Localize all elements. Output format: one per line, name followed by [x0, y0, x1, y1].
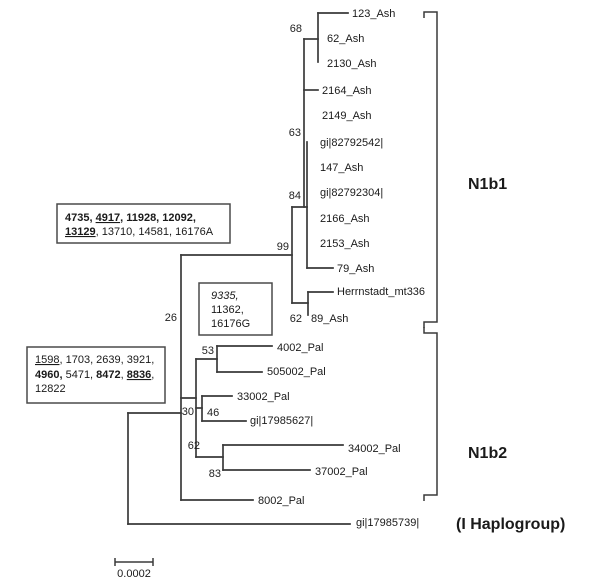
- clade-bracket: [424, 327, 437, 501]
- mutation-box-text: 12822: [35, 383, 66, 395]
- taxon-label: 37002_Pal: [315, 466, 368, 478]
- taxon-label: 62_Ash: [327, 33, 365, 45]
- clade-label: N1b1: [468, 176, 508, 193]
- taxon-label: 79_Ash: [337, 263, 375, 275]
- taxon-label: gi|82792542|: [320, 137, 384, 149]
- bootstrap-value: 68: [289, 23, 302, 35]
- bootstrap-value: 30: [181, 406, 194, 418]
- mutation-box-text: 1598, 1703, 2639, 3921,: [35, 354, 155, 366]
- taxon-label: 2130_Ash: [327, 58, 377, 70]
- taxon-label: 33002_Pal: [237, 391, 290, 403]
- taxon-label: 123_Ash: [352, 8, 396, 20]
- taxon-label: 2166_Ash: [320, 213, 370, 225]
- bootstrap-value: 99: [276, 241, 289, 253]
- bootstrap-value: 26: [164, 312, 177, 324]
- taxon-label: gi|82792304|: [320, 187, 384, 199]
- taxon-label: 2153_Ash: [320, 238, 370, 250]
- mutation-box-text: 13129, 13710, 14581, 16176A: [65, 226, 214, 238]
- bootstrap-value: 62: [289, 313, 302, 325]
- mutation-box-text: 9335,: [211, 290, 239, 302]
- clade-label: N1b2: [468, 445, 508, 462]
- taxon-label: 4002_Pal: [277, 342, 324, 354]
- group-label: (I Haplogroup): [456, 516, 566, 533]
- taxon-label: 89_Ash: [311, 313, 349, 325]
- bootstrap-value: 63: [288, 127, 301, 139]
- taxon-label: 505002_Pal: [267, 366, 326, 378]
- taxon-label: 2164_Ash: [322, 85, 372, 97]
- taxon-label: 2149_Ash: [322, 110, 372, 122]
- bootstrap-value: 46: [207, 407, 220, 419]
- taxon-label: 8002_Pal: [258, 495, 305, 507]
- taxon-label: gi|17985739|: [356, 517, 420, 529]
- mutation-box-text: 4735, 4917, 11928, 12092,: [65, 212, 196, 224]
- mutation-box-text: 16176G: [211, 318, 251, 330]
- bootstrap-value: 62: [187, 440, 200, 452]
- mutation-box-text: 11362,: [211, 304, 244, 316]
- taxon-label: 34002_Pal: [348, 443, 401, 455]
- taxon-label: gi|17985627|: [250, 415, 314, 427]
- clade-bracket: [424, 12, 437, 328]
- mutation-box-text: 4960, 5471, 8472, 8836,: [35, 369, 155, 381]
- bootstrap-value: 84: [288, 190, 301, 202]
- bootstrap-value: 53: [201, 345, 214, 357]
- scale-bar-label: 0.0002: [117, 568, 151, 580]
- taxon-label: 147_Ash: [320, 162, 364, 174]
- taxon-label: Herrnstadt_mt336: [337, 286, 426, 298]
- bootstrap-value: 83: [208, 468, 221, 480]
